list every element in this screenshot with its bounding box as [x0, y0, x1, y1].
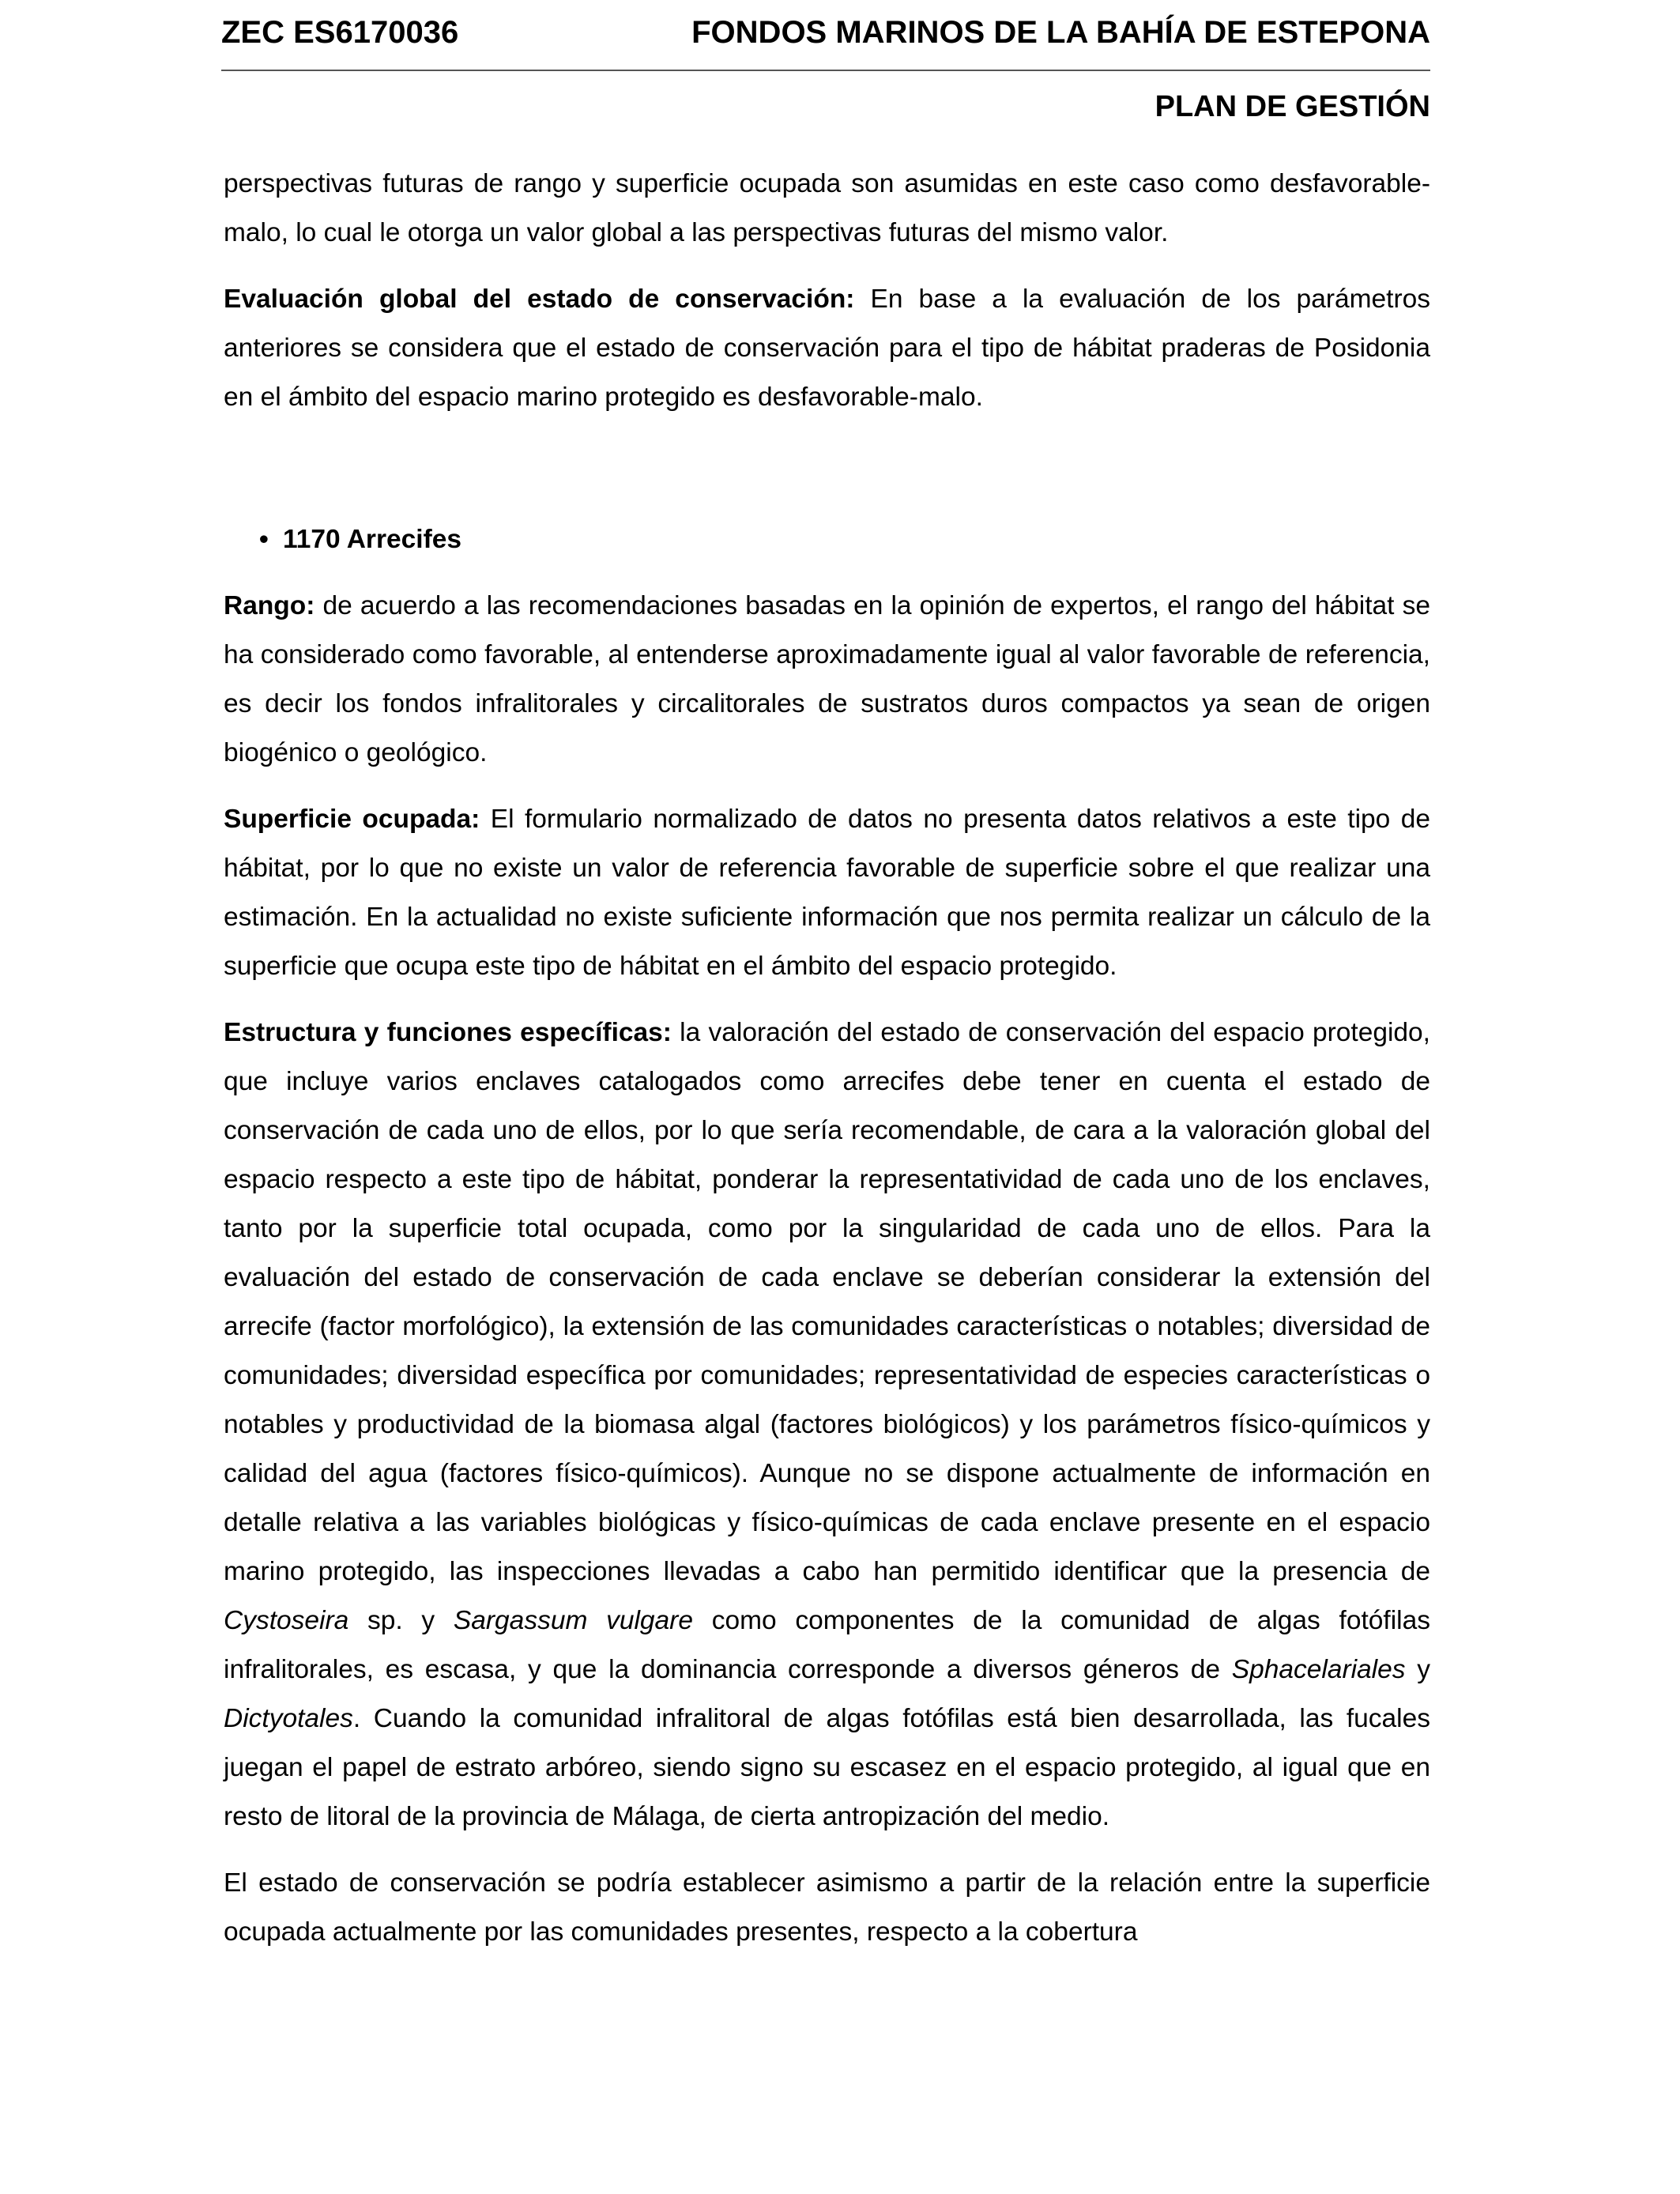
species-name: Cystoseira	[224, 1606, 349, 1635]
paragraph-estructura-funciones	[224, 1008, 1430, 1842]
document-title: FONDOS MARINOS DE LA BAHÍA DE ESTEPONA	[691, 15, 1430, 50]
paragraph-rango	[224, 582, 1430, 778]
paragraph-estado-conservacion: El estado de conservación se podría establecer asimismo a partir de la relación entre la superficie ocupada actualmente por las comunidades presentes, respecto a la cobertura	[224, 1868, 1430, 1947]
header-rule	[221, 11, 1430, 71]
bullet-icon: •	[259, 525, 269, 554]
paragraph-perspectivas: perspectivas futuras de rango y superficie ocupada son asumidas en este caso como desfavorable-malo, lo cual le otorga un valor global a las perspectivas futuras del mismo valor.	[224, 169, 1430, 247]
paragraph-text: El formulario normalizado de datos no presenta datos relativos a este tipo de hábitat, por lo que no existe un valor de referencia favorable de superficie sobre el que realizar una estimación. En la actualidad no existe suficiente información que nos permita realizar un cálculo de la superficie que ocupa este tipo de hábitat en el ámbito del espacio protegido.	[224, 805, 1430, 981]
section-heading-text: 1170 Arrecifes	[283, 525, 461, 554]
page-header	[221, 11, 1430, 126]
paragraph-label: Superficie ocupada:	[224, 805, 480, 834]
paragraph-label: Evaluación global del estado de conservación:	[224, 285, 855, 314]
document-subtitle: PLAN DE GESTIÓN	[1155, 90, 1430, 123]
paragraph-text: y	[1405, 1655, 1431, 1684]
paragraph-text: En base a la evaluación de los parámetros anteriores se considera que el estado de conservación para el tipo de hábitat praderas de Posidonia en el ámbito del espacio marino protegido es desfavorable-malo.	[224, 285, 1430, 412]
paragraph-text: . Cuando la comunidad infralitoral de algas fotófilas está bien desarrollada, las fucales juegan el papel de estrato arbóreo, siendo signo su escasez en el espacio protegido, al igual que en resto de litoral de la provincia de Málaga, de cierta antropización del medio.	[224, 1704, 1430, 1831]
page-body	[224, 160, 1430, 1974]
taxon-name: Dictyotales	[224, 1704, 353, 1733]
section-heading-arrecifes	[224, 515, 1430, 564]
paragraph-label: Rango:	[224, 591, 315, 620]
paragraph-text: la valoración del estado de conservación del espacio protegido, que incluye varios enclaves catalogados como arrecifes debe tener en cuenta el estado de conservación de cada uno de ellos, por lo que sería recomendable, de cara a la valoración global del espacio respecto a este tipo de hábitat, ponderar la representatividad de cada uno de los enclaves, tanto por la superficie total ocupada, como por la singularidad de cada uno de ellos. Para la evaluación del estado de conservación de cada enclave se deberían considerar la extensión del arrecife (factor morfológico), la extensión de las comunidades características o notables; diversidad de comunidades; diversidad específica por comunidades; representatividad de especies características o notables y productividad de la biomasa algal (factores biológicos) y los parámetros físico-químicos y calidad del agua (factores físico-químicos). Aunque no se dispone actualmente de información en detalle relativa a las variables biológicas y físico-químicas de cada enclave presente en el espacio marino protegido, las inspecciones llevadas a cabo han permitido identificar que la presencia de	[224, 1018, 1430, 1586]
paragraph-text: sp. y	[348, 1606, 454, 1635]
paragraph-evaluacion-global	[224, 275, 1430, 422]
taxon-name: Sphacelariales	[1231, 1655, 1406, 1684]
paragraph-label: Estructura y funciones específicas:	[224, 1018, 672, 1047]
paragraph-text: como componentes de la comunidad de algas fotófilas infralitorales, es escasa, y que la dominancia corresponde a diversos géneros de	[224, 1606, 1430, 1684]
paragraph-text: de acuerdo a las recomendaciones basadas en la opinión de expertos, el rango del hábitat se ha considerado como favorable, al entenderse aproximadamente igual al valor favorable de referencia, es decir los fondos infralitorales y circalitorales de sustratos duros compactos ya sean de origen biogénico o geológico.	[224, 591, 1430, 767]
zec-code: ZEC ES6170036	[221, 15, 459, 50]
species-name: Sargassum vulgare	[453, 1606, 693, 1635]
paragraph-superficie-ocupada	[224, 795, 1430, 991]
